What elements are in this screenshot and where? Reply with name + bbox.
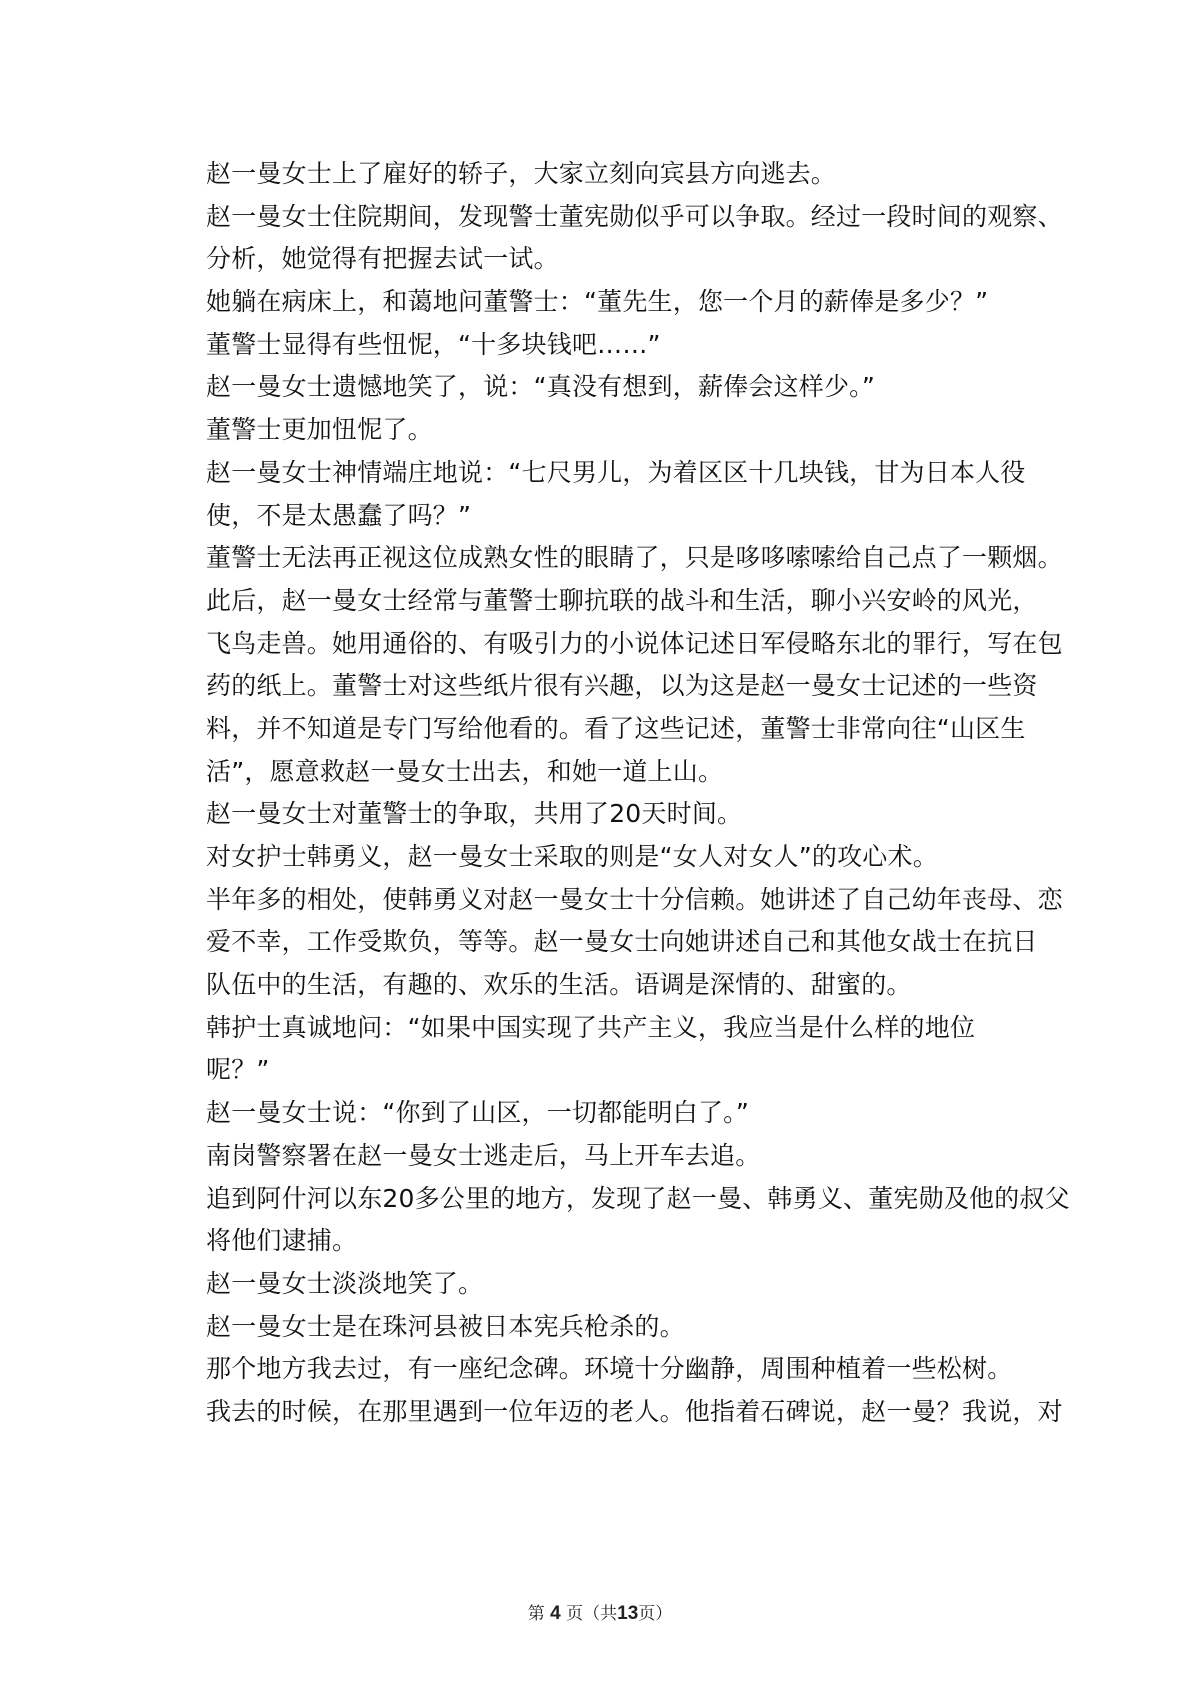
page-number: 4 (550, 1603, 561, 1624)
text-line: 分析，她觉得有把握去试一试。 (206, 244, 559, 274)
text-line: 对女护士韩勇义，赵一曼女士采取的则是“女人对女人”的攻心术。 (206, 842, 938, 871)
footer-suffix: 页） (638, 1604, 673, 1624)
text-line: 董警士无法再正视这位成熟女性的眼睛了，只是哆哆嗦嗦给自己点了一颗烟。 (206, 543, 1063, 573)
text-line: 赵一曼女士住院期间，发现警士董宪勋似乎可以争取。经过一段时间的观察、 (206, 201, 1063, 231)
text-line: 她躺在病床上，和蔼地问董警士：“董先生，您一个月的薪俸是多少？” (206, 287, 989, 317)
text-line: 赵一曼女士淡淡地笑了。 (206, 1268, 484, 1298)
text-line: 董警士显得有些忸怩，“十多块钱吧……” (206, 329, 661, 359)
text-line: 使，不是太愚蠢了吗？” (206, 500, 472, 530)
page-footer (0, 1599, 1200, 1625)
text-line: 韩护士真诚地问：“如果中国实现了共产主义，我应当是什么样的地位 (206, 1012, 976, 1042)
text-line: 此后，赵一曼女士经常与董警士聊抗联的战斗和生活，聊小兴安岭的风光， (206, 585, 1038, 615)
text-line: 队伍中的生活，有趣的、欢乐的生活。语调是深情的、甜蜜的。 (206, 970, 912, 1000)
text-line: 活”，愿意救赵一曼女士出去，和她一道上山。 (206, 756, 724, 786)
text-line: 我去的时候，在那里遇到一位年迈的老人。他指着石碑说，赵一曼？我说，对 (206, 1396, 1063, 1426)
text-line: 半年多的相处，使韩勇义对赵一曼女士十分信赖。她讲述了自己幼年丧母、恋 (206, 884, 1063, 914)
text-line: 爱不幸，工作受欺负，等等。赵一曼女士向她讲述自己和其他女战士在抗日 (206, 927, 1038, 957)
total-pages: 13 (617, 1603, 639, 1624)
text-line: 赵一曼女士是在珠河县被日本宪兵枪杀的。 (206, 1311, 685, 1341)
text-line: 赵一曼女士上了雇好的轿子，大家立刻向宾县方向逃去。 (206, 159, 837, 188)
text-line: 将他们逮捕。 (206, 1226, 358, 1256)
text-line: 赵一曼女士对董警士的争取，共用了20天时间。 (206, 799, 743, 829)
text-line: 药的纸上。董警士对这些纸片很有兴趣，以为这是赵一曼女士记述的一些资 (206, 671, 1038, 701)
text-line: 赵一曼女士神情端庄地说：“七尺男儿，为着区区十几块钱，甘为日本人役 (206, 457, 1026, 487)
text-line: 赵一曼女士说：“你到了山区，一切都能明白了。” (206, 1098, 750, 1128)
text-line: 飞鸟走兽。她用通俗的、有吸引力的小说体记述日军侵略东北的罪行，写在包 (206, 628, 1063, 658)
text-line: 料，并不知道是专门写给他看的。看了这些记述，董警士非常向往“山区生 (206, 713, 1026, 743)
footer-middle: 页（共 (566, 1604, 618, 1624)
text-line: 呢？” (206, 1055, 270, 1085)
text-line: 赵一曼女士遗憾地笑了，说：“真没有想到，薪俸会这样少。” (206, 372, 876, 402)
text-line: 那个地方我去过，有一座纪念碑。环境十分幽静，周围种植着一些松树。 (206, 1354, 1013, 1384)
text-line: 董警士更加忸怩了。 (206, 415, 433, 445)
text-line: 追到阿什河以东20多公里的地方，发现了赵一曼、韩勇义、董宪勋及他的叔父 (206, 1183, 1070, 1213)
footer-prefix: 第 (527, 1604, 545, 1624)
body-text (206, 153, 1070, 1434)
text-line: 南岗警察署在赵一曼女士逃走后，马上开车去追。 (206, 1140, 761, 1170)
